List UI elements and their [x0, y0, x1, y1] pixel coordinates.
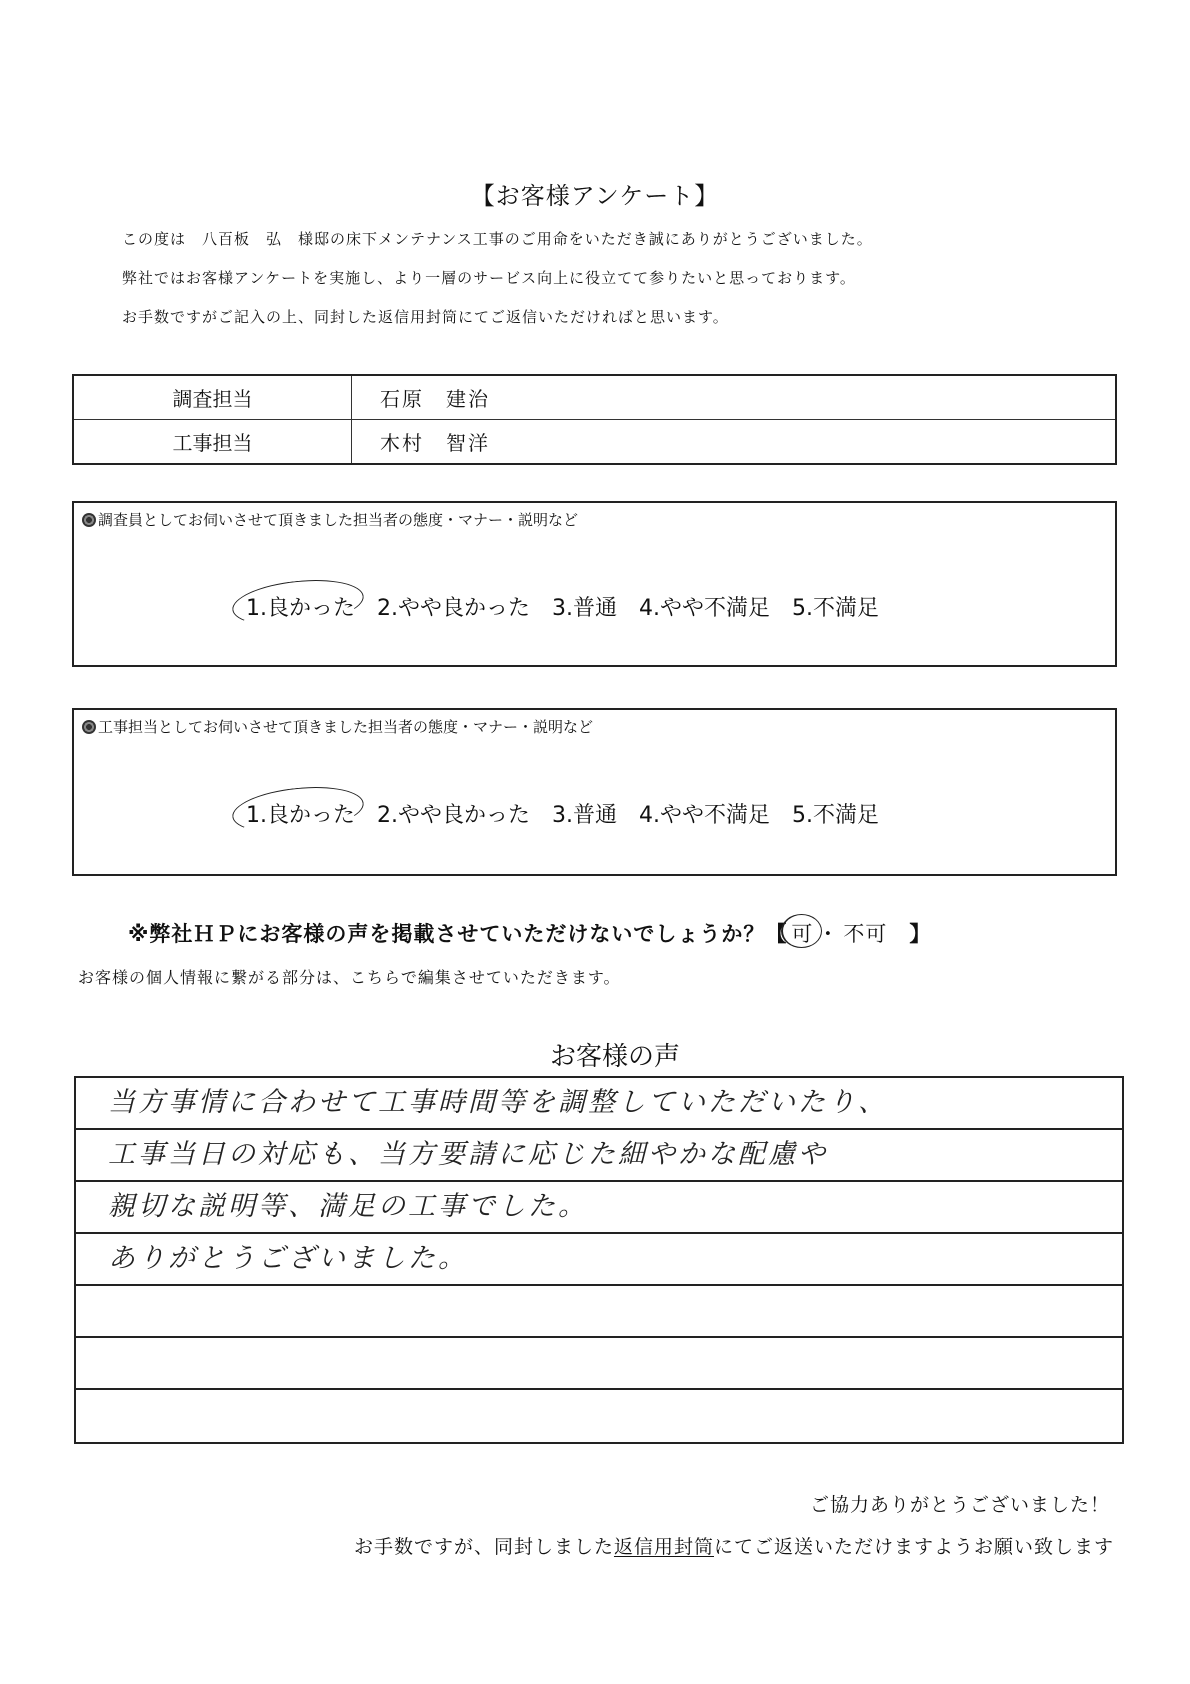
rating-option-somewhat-unsatisfied[interactable]: 4.やや不満足: [639, 596, 770, 621]
staff-row-survey: [73, 375, 1116, 420]
voice-line[interactable]: 工事当日の対応も、当方要請に応じた細やかな配慮や: [76, 1130, 1122, 1182]
rating-option-unsatisfied[interactable]: 5.不満足: [792, 803, 879, 828]
return-envelope: 返信用封筒: [613, 1536, 714, 1558]
rating-option-normal[interactable]: 3.普通: [552, 596, 617, 621]
voice-line[interactable]: [76, 1286, 1122, 1338]
voice-line[interactable]: 親切な説明等、満足の工事でした。: [76, 1182, 1122, 1234]
footer-return-note: [354, 1532, 1114, 1559]
hp-consent-question: [128, 918, 931, 948]
bullet-icon: [82, 720, 96, 734]
intro-line-2: 弊社ではお客様アンケートを実施し、より一層のサービス向上に役立てて参りたいと思っております。: [122, 269, 856, 287]
customer-voice-box: [74, 1076, 1124, 1444]
staff-row-construction: [73, 420, 1116, 465]
rating-options: [246, 591, 879, 622]
hp-consent-allow[interactable]: 可: [791, 918, 813, 948]
staff-table: [72, 374, 1117, 465]
rating-option-somewhat-unsatisfied[interactable]: 4.やや不満足: [639, 803, 770, 828]
rating-question-text: 調査員としてお伺いさせて頂きました担当者の態度・マナー・説明など: [98, 511, 579, 529]
rating-option-good[interactable]: 1.良かった: [246, 591, 355, 622]
voice-line[interactable]: ありがとうございました。: [76, 1234, 1122, 1286]
rating-option-unsatisfied[interactable]: 5.不満足: [792, 596, 879, 621]
voice-line[interactable]: [76, 1390, 1122, 1442]
customer-voice-title: お客様の声: [549, 1042, 680, 1072]
intro-line-3: お手数ですがご記入の上、同封した返信用封筒にてご返信いただければと思います。: [122, 308, 729, 326]
staff-name: 石原 建治: [352, 375, 1117, 420]
survey-title: 【お客様アンケート】: [470, 182, 720, 210]
rating-box-construction: [72, 708, 1117, 876]
hp-consent-close: 】: [909, 922, 932, 946]
rating-option-good[interactable]: 1.良かった: [246, 798, 355, 829]
staff-name: 木村 智洋: [352, 420, 1117, 465]
footer-thanks: ご協力ありがとうございました！: [809, 1494, 1110, 1516]
intro-line-1: この度は 八百板 弘 様邸の床下メンテナンス工事のご用命をいただき誠にありがとうございました。: [122, 230, 873, 248]
rating-option-somewhat-good[interactable]: 2.やや良かった: [377, 803, 530, 828]
bullet-icon: [82, 513, 96, 527]
rating-options: [246, 798, 879, 829]
return-suffix: にてご返送いただけますようお願い致します: [713, 1536, 1114, 1558]
staff-role: 工事担当: [73, 420, 352, 465]
rating-box-surveyor: [72, 501, 1117, 667]
voice-line[interactable]: [76, 1338, 1122, 1390]
rating-question: [82, 716, 593, 737]
return-prefix: お手数ですが、同封しました: [353, 1536, 614, 1558]
hp-consent-separator: ・: [817, 922, 840, 946]
rating-option-normal[interactable]: 3.普通: [552, 803, 617, 828]
rating-question: [82, 509, 578, 530]
staff-role: 調査担当: [73, 375, 352, 420]
hp-consent-deny[interactable]: 不可: [843, 922, 888, 946]
rating-question-text: 工事担当としてお伺いさせて頂きました担当者の態度・マナー・説明など: [98, 718, 594, 736]
rating-option-somewhat-good[interactable]: 2.やや良かった: [377, 596, 530, 621]
voice-line[interactable]: 当方事情に合わせて工事時間等を調整していただいたり、: [76, 1078, 1122, 1130]
hp-consent-text: ※弊社ＨＰにお客様の声を掲載させていただけないでしょうか？【: [128, 922, 788, 946]
hp-consent-note: お客様の個人情報に繋がる部分は、こちらで編集させていただきます。: [78, 968, 621, 987]
